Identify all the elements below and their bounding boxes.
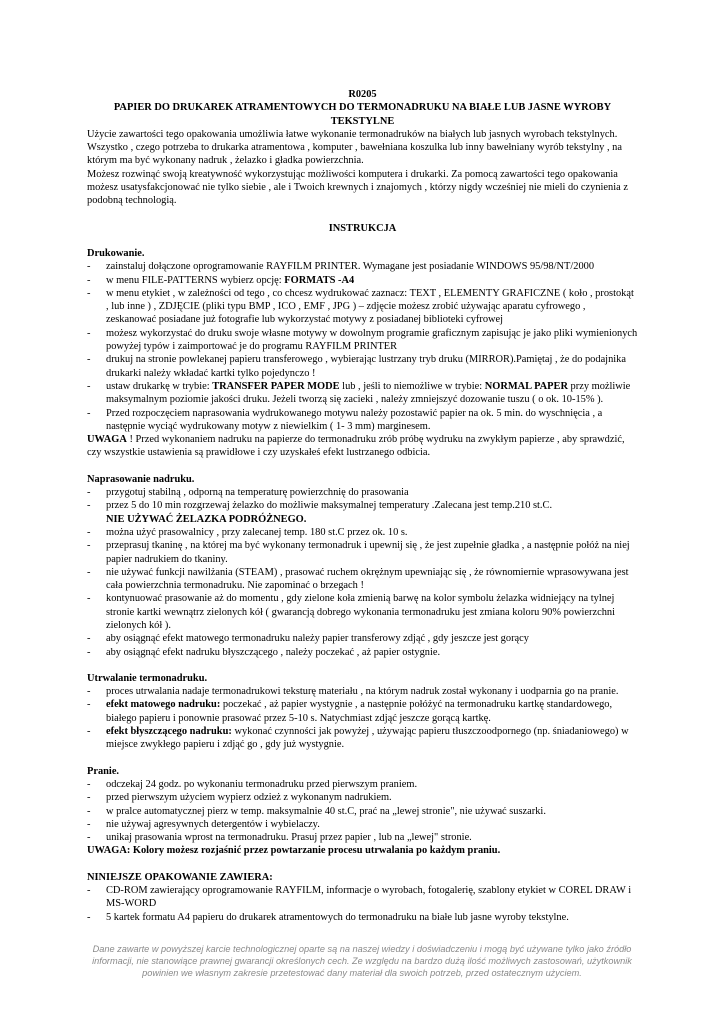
spacer xyxy=(87,858,638,871)
dash: - xyxy=(87,261,91,273)
dash: - xyxy=(87,407,91,419)
dash: - xyxy=(87,646,91,658)
spacer xyxy=(87,460,638,473)
list-item xyxy=(87,725,638,752)
list-item xyxy=(87,791,638,804)
contents-heading: NINIEJSZE OPAKOWANIE ZAWIERA: xyxy=(87,871,273,883)
item-text: przygotuj stabilną , odporną na temperaturę powierzchnię do prasowania xyxy=(106,487,409,499)
ironing-list-b xyxy=(87,526,638,659)
dash: - xyxy=(87,327,91,339)
dash: - xyxy=(87,792,91,804)
dash: - xyxy=(87,726,91,738)
dash: - xyxy=(87,500,91,512)
list-item xyxy=(87,566,638,593)
list-item xyxy=(87,407,638,434)
washing-list xyxy=(87,778,638,844)
warning-label: UWAGA xyxy=(87,434,127,446)
item-text: można użyć prasowalnicy , przy zalecanej temp. 180 st.C przez ok. 10 s. xyxy=(106,526,408,538)
dash: - xyxy=(87,633,91,645)
item-text: w menu FILE-PATTERNS wybierz opcję: xyxy=(106,274,285,286)
printing-heading: Drukowanie. xyxy=(87,247,145,259)
ironing-heading: Naprasowanie nadruku. xyxy=(87,473,195,485)
list-item xyxy=(87,818,638,831)
fixing-list xyxy=(87,685,638,751)
dash: - xyxy=(87,805,91,817)
instructions-heading: INSTRUKCJA xyxy=(328,222,397,234)
item-text: przeprasuj tkaninę , na której ma być wykonany termonadruk i upewnij się , że jest zupełnie gładka , a następnie połóż na niej papier nadrukiem do tkaniny. xyxy=(106,540,630,565)
contents-list xyxy=(87,884,638,924)
list-item xyxy=(87,486,638,499)
item-text: w menu etykiet , w zależności od tego , co chcesz wydrukować zaznacz: TEXT , ELEMENTY GRAFICZNE ( koło , prostokąt , lub inne ) , ZDJĘCIE (pliki typu BMP , ICO , EMF , JPG ) – zdjęcie możesz zrobić używając aparatu cyfrowego , zeskanować posiadane już fotografie lub wykorzystać motywy z posiadanej biblioteki cyfrowej xyxy=(106,287,634,326)
item-text: nie używać funkcji nawilżania (STEAM) , prasować ruchem okrężnym upewniając się , że równomiernie wprasowywana jest cała powierzchnia termonadruku. Nie zapominać o brzegach ! xyxy=(106,566,629,592)
document-title: PAPIER DO DRUKAREK ATRAMENTOWYCH DO TERMONADRUKU NA BIAŁE LUB JASNE WYROBY TEKSTYLNE xyxy=(113,102,612,127)
item-text: ustaw drukarkę w trybie: xyxy=(106,380,213,392)
item-text: przed pierwszym użyciem wypierz odzież z wykonanym nadrukiem. xyxy=(106,792,392,804)
dash: - xyxy=(87,526,91,538)
list-item xyxy=(87,911,638,924)
fixing-heading: Utrwalanie termonadruku. xyxy=(87,672,208,684)
list-item xyxy=(87,632,638,645)
list-item xyxy=(87,526,638,539)
washing-heading: Pranie. xyxy=(87,765,120,777)
item-bold: efekt błyszczącego nadruku: xyxy=(106,726,232,738)
list-item xyxy=(87,260,638,273)
item-text: zainstaluj dołączone oprogramowanie RAYFILM PRINTER. Wymagane jest posiadanie WINDOWS 95/98/NT/2000 xyxy=(106,261,595,273)
item-text: poczekać , aż papier wystygnie , a następnie połóżyć na termonadruku kartkę standardowego, białego papieru i ponownie prasować przez 5-10 s. Natychmiast zdjąć jeszcze gorącą kartkę. xyxy=(106,699,613,724)
item-text: lub , jeśli to niemożliwe w trybie: xyxy=(339,380,485,392)
dash: - xyxy=(87,593,91,605)
disclaimer-footer: Dane zawarte w powyższej karcie technologicznej oparte są na naszej wiedzy i doświadczeniu i mogą być używane tylko jako źródło informacji, nie stanowiące prawnej gwarancji określonych cech. Ze względu na bardzo dużą ilość możliwych zastosowań, użytkownik powinien we własnym zakresie przetestować dany materiał dla swoich potrzeb, przed ostatecznym użyciem. xyxy=(92,944,632,978)
item-text: CD-ROM zawierający oprogramowanie RAYFILM, informacje o wyrobach, fotogalerię, szablony etykiet w COREL DRAW i MS-WORD xyxy=(106,885,632,910)
item-bold: TRANSFER PAPER MODE xyxy=(212,380,340,392)
dash: - xyxy=(87,885,91,897)
list-item xyxy=(87,327,638,354)
dash: - xyxy=(87,540,91,552)
washing-warning: UWAGA: Kolory możesz rozjaśnić przez powtarzanie procesu utrwalania po każdym praniu. xyxy=(87,845,501,857)
item-bold: FORMATS -A4 xyxy=(284,274,355,286)
dash: - xyxy=(87,287,91,299)
spacer xyxy=(87,659,638,672)
dash: - xyxy=(87,566,91,578)
travel-iron-warning: NIE UŻYWAĆ ŻELAZKA PODRÓŻNEGO. xyxy=(106,513,307,525)
item-bold: efekt matowego nadruku: xyxy=(106,699,221,711)
item-text: przez 5 do 10 min rozgrzewaj żelazko do możliwie maksymalnej temperatury .Zalecana jest temp.210 st.C. xyxy=(106,500,553,512)
ironing-list-a xyxy=(87,486,638,513)
item-text: możesz wykorzystać do druku swoje własne motywy w dowolnym programie graficznym zapisując je jako pliki wymienionych powyżej typów i zaimportować je do programu RAYFILM PRINTER xyxy=(106,327,638,353)
dash: - xyxy=(87,818,91,830)
dash: - xyxy=(87,778,91,790)
list-item xyxy=(87,646,638,659)
item-text: nie używaj agresywnych detergentów i wybielaczy. xyxy=(106,818,320,830)
item-text: unikaj prasowania wprost na termonadruku. Prasuj przez papier , lub na „lewej" stronie. xyxy=(106,832,472,844)
item-text: w pralce automatycznej pierz w temp. maksymalnie 40 st.C, prać na „lewej stronie", nie używać suszarki. xyxy=(106,805,546,817)
item-text: proces utrwalania nadaje termonadrukowi teksturę materiału , na którym nadruk został wykonany i uodparnia go na pranie. xyxy=(106,686,619,698)
list-item xyxy=(87,353,638,380)
list-item xyxy=(87,380,638,407)
item-text: aby osiągnąć efekt matowego termonadruku należy papier transferowy zdjąć , gdy jeszcze jest gorący xyxy=(106,633,529,645)
dash: - xyxy=(87,274,91,286)
item-text: kontynuować prasowanie aż do momentu , gdy zielone koła zmienią barwę na kolor symbolu żelazka widniejący na tylnej stronie kartki wewnątrz zielonych kół ( gwarancją dobrego wykonania termonadruku jest zmiana koloru 90% powierzchni zielonych kół ). xyxy=(106,593,615,631)
item-text: wykonać czynności jak powyżej , używając papieru tłuszczoodpornego (np. śniadaniowego) w miejsce zwykłego papieru i zdjąć go , gdy już wystygnie. xyxy=(106,726,629,751)
item-text: Przed rozpoczęciem naprasowania wydrukowanego motywu należy pozostawić papier na ok. 5 min. do wyschnięcia , a następnie wyciąć wydrukowany motyw z niewielkim ( 1- 3 mm) marginesem. xyxy=(106,407,603,432)
item-bold: NORMAL PAPER xyxy=(484,380,568,392)
dash: - xyxy=(87,699,91,711)
list-item xyxy=(87,698,638,725)
intro-paragraph-2: Możesz rozwinąć swoją kreatywność wykorzystując możliwości komputera i drukarki. Za pomocą zawartości tego opakowania możesz usatysfakcjonować nie tylko siebie , ale i Twoich krewnych i znajomych , którzy nigdy wcześniej nie mieli do czynienia z podobną technologią. xyxy=(87,168,628,207)
item-text: odczekaj 24 godz. po wykonaniu termonadruku przed pierwszym praniem. xyxy=(106,778,418,790)
list-item xyxy=(87,274,638,287)
dash: - xyxy=(87,911,91,923)
intro-paragraph-1: Użycie zawartości tego opakowania umożliwia łatwe wykonanie termonadruków na białych lub jasnych wyrobach tekstylnych. Wszystko , czego potrzeba to drukarka atramentowa , komputer , bawełniana koszulka lub inny bawełniany wyrób tekstylny , na którym ma być wykonany nadruk , żelazko i gładka powierzchnia. xyxy=(87,128,622,167)
list-item xyxy=(87,539,638,566)
dash: - xyxy=(87,380,91,392)
item-text: drukuj na stronie powlekanej papieru transferowego , wybierając lustrzany tryb druku (MIRROR).Pamiętaj , że do podajnika drukarki należy wkładać kartki tylko pojedynczo ! xyxy=(106,354,626,379)
item-text: aby osiągnąć efekt nadruku błyszczącego , należy poczekać , aż papier ostygnie. xyxy=(106,646,441,658)
item-text: przy możliwie maksymalnym poziomie jakości druku. Jeżeli tworzą się zacieki , należy zmniejszyć dozowanie tuszu ( o ok. 10-15% ). xyxy=(106,380,631,406)
dash: - xyxy=(87,487,91,499)
list-item xyxy=(87,884,638,911)
list-item xyxy=(87,499,638,512)
warning-text: ! Przed wykonaniem nadruku na papierze do termonadruku zrób próbę wydruku na zwykłym papierze , aby sprawdzić, czy wszystkie ustawienia są prawidłowe i czy uzyskałeś efekt lustrzanego odbicia. xyxy=(87,434,625,459)
dash: - xyxy=(87,354,91,366)
list-item xyxy=(87,287,638,327)
printing-warning xyxy=(87,433,638,460)
printing-list xyxy=(87,260,638,433)
spacer xyxy=(87,752,638,765)
item-text: 5 kartek formatu A4 papieru do drukarek atramentowych do termonadruku na białe lub jasne wyroby tekstylne. xyxy=(106,911,569,923)
list-item xyxy=(87,592,638,632)
list-item xyxy=(87,778,638,791)
list-item xyxy=(87,685,638,698)
list-item xyxy=(87,805,638,818)
product-code: R0205 xyxy=(348,89,377,100)
list-item xyxy=(87,831,638,844)
dash: - xyxy=(87,686,91,698)
dash: - xyxy=(87,832,91,844)
